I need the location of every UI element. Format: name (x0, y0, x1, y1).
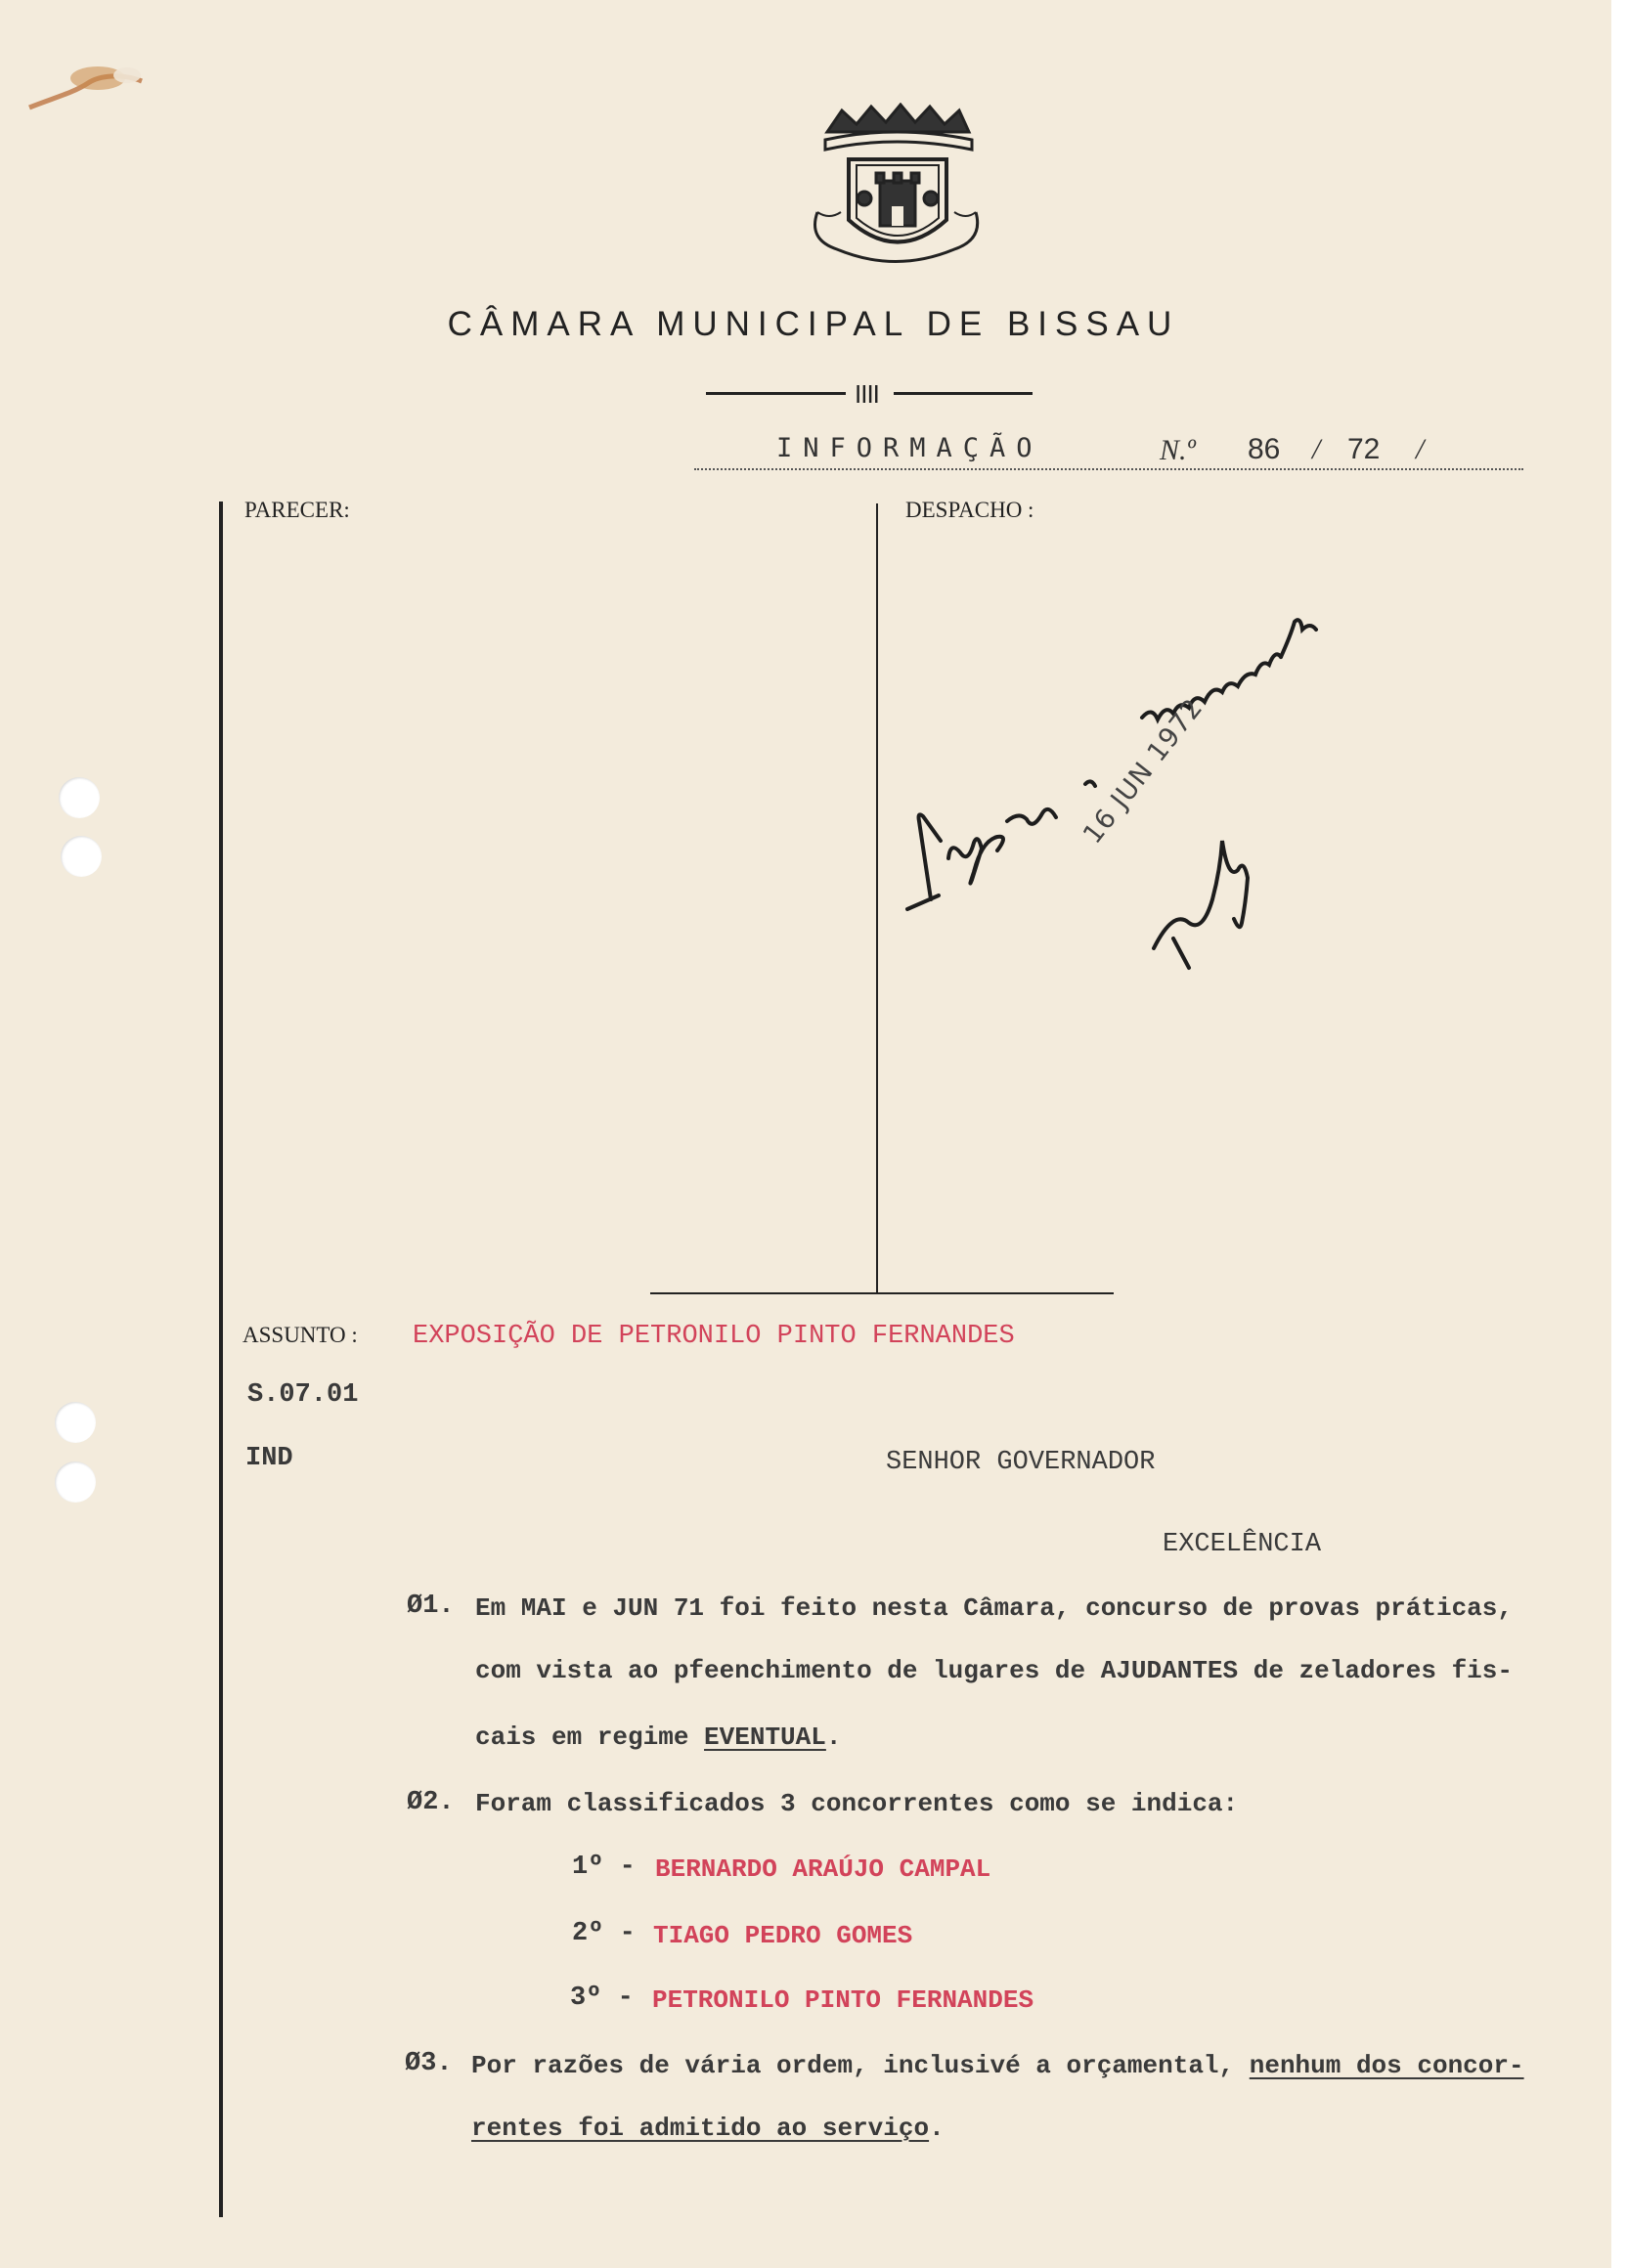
paragraph-1-line-2: com vista ao pfeenchimento de lugares de AJUDANTES de zeladores fis- (475, 1656, 1513, 1685)
salutation: SENHOR GOVERNADOR (886, 1448, 1156, 1477)
paragraph-1-line-3 (475, 1723, 841, 1752)
paragraph-number: Ø3. (405, 2049, 453, 2078)
rank-place: 2º - (572, 1919, 636, 1948)
text-span: cais em regime (475, 1723, 705, 1752)
info-year: 72 (1347, 433, 1381, 465)
paragraph-1-line-1: Em MAI e JUN 71 foi feito nesta Câmara, concurso de provas práticas, (475, 1593, 1513, 1623)
rust-stain (20, 54, 156, 122)
punch-hole (61, 836, 102, 877)
number-separator: / (1312, 433, 1321, 465)
paragraph-number: Ø2. (407, 1788, 455, 1817)
header-divider-left (706, 392, 846, 395)
paragraph-2-line-1: Foram classificados 3 concorrentes como se indica: (475, 1789, 1239, 1818)
municipal-coat-of-arms-icon (808, 103, 984, 274)
municipality-title: CÂMARA MUNICIPAL DE BISSAU (447, 305, 1180, 343)
paragraph-number: Ø1. (407, 1592, 455, 1621)
number-separator: / (1416, 433, 1425, 465)
header-divider-right (894, 392, 1033, 395)
page-edge (1611, 0, 1627, 2268)
rank-name: TIAGO PEDRO GOMES (653, 1921, 913, 1950)
punch-hole (55, 1461, 96, 1503)
punch-hole (55, 1402, 96, 1443)
paragraph-3-line-1 (471, 2051, 1524, 2080)
rank-place: 3º - (570, 1984, 634, 2013)
rank-place: 1º - (572, 1853, 636, 1882)
despacho-label: DESPACHO : (905, 498, 1034, 522)
header-ornament: IIII (855, 379, 879, 409)
received-date-stamp: 16 JUN 1972 (1077, 692, 1209, 850)
underlined-phrase: nenhum dos concor- (1249, 2051, 1524, 2080)
handwritten-signature (880, 528, 1369, 978)
reference-ind: IND (245, 1444, 293, 1473)
underlined-term: EVENTUAL (704, 1723, 826, 1752)
text-span: Por razões de vária ordem, inclusivé a orçamental, (471, 2051, 1250, 2080)
left-margin-rule (219, 502, 223, 2217)
info-label: INFORMAÇÃO (776, 433, 1043, 463)
paragraph-3-line-2 (471, 2114, 945, 2143)
assunto-label: ASSUNTO : (242, 1323, 358, 1347)
underlined-phrase: rentes foi admitido ao serviço (471, 2114, 930, 2143)
section-divider (650, 1292, 1114, 1294)
rank-name: PETRONILO PINTO FERNANDES (652, 1985, 1034, 2015)
text-span: . (929, 2114, 945, 2143)
greeting: EXCELÊNCIA (1163, 1530, 1322, 1559)
parecer-label: PARECER: (244, 498, 350, 522)
text-span: . (825, 1723, 842, 1752)
number-label: N.º (1160, 434, 1196, 466)
info-number: 86 (1248, 433, 1281, 465)
column-divider (876, 503, 878, 1293)
subject-text: EXPOSIÇÃO DE PETRONILO PINTO FERNANDES (413, 1322, 1015, 1351)
punch-hole (59, 777, 100, 818)
reference-code: S.07.01 (247, 1380, 359, 1410)
rank-name: BERNARDO ARAÚJO CAMPAL (655, 1854, 991, 1884)
